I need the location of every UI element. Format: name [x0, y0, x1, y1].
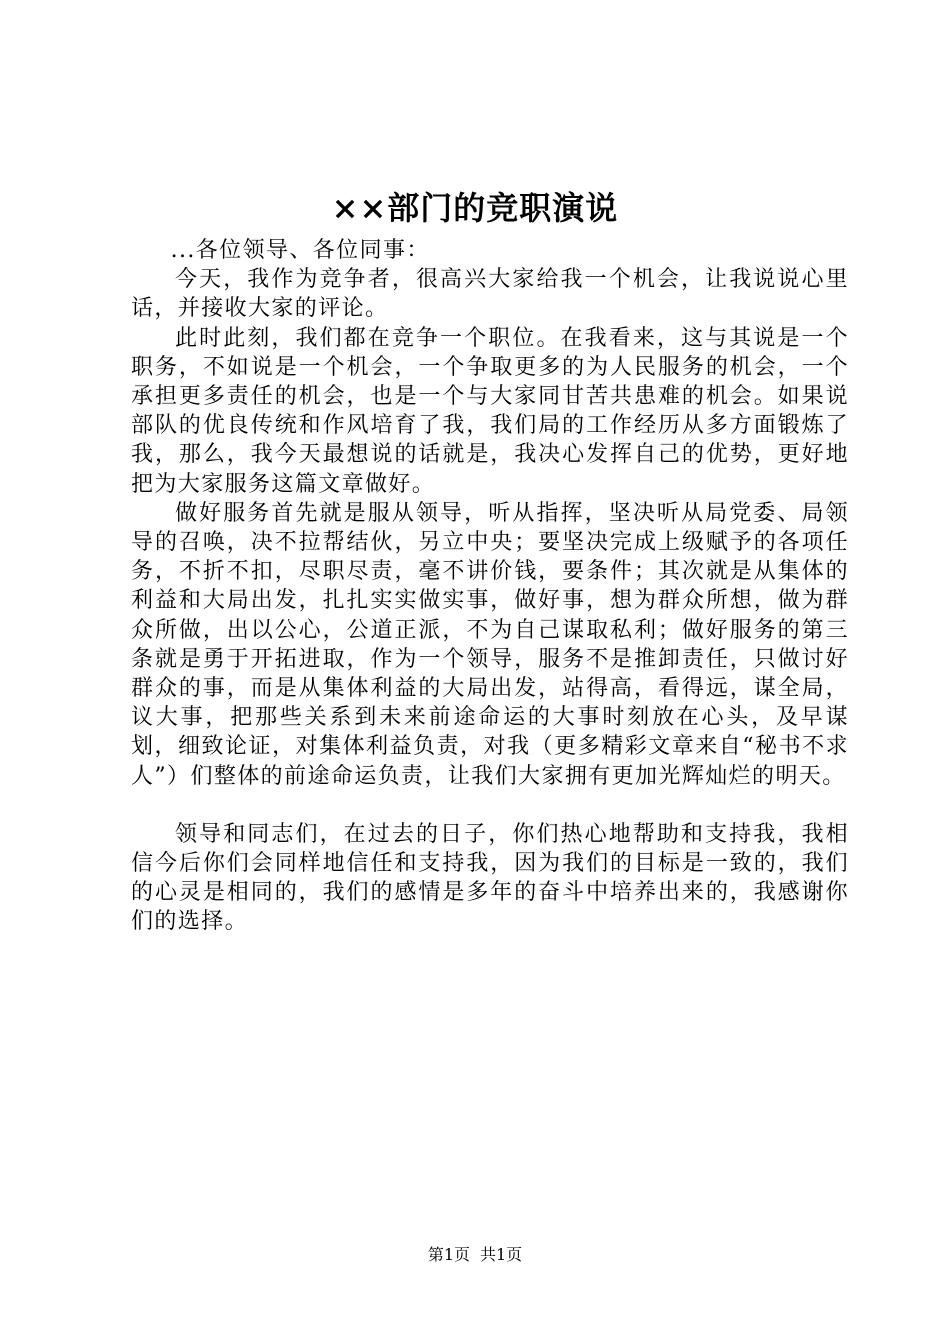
document-title: ××部门的竞职演说 [331, 189, 619, 227]
body-paragraph-4: 领导和同志们，在过去的日子，你们热心地帮助和支持我，我相信今后你们会同样地信任和支持我，因为我们的目标是一致的，我们的心灵是相同的，我们的感情是多年的奋斗中培养出来的，我感谢你们的选择。 [131, 821, 849, 935]
salutation-paragraph: ...各位领导、各位同事： [170, 238, 430, 263]
body-paragraph-2: 此时此刻，我们都在竞争一个职位。在我看来，这与其说是一个职务，不如说是一个机会，一个争取更多的为人民服务的机会，一个承担更多责任的机会，也是一个与大家同甘苦共患难的机会。如果说部队的优良传统和作风培育了我，我们局的工作经历从多方面锻炼了我，那么，我今天最想说的话就是，我决心发挥自己的优势，更好地把为大家服务这篇文章做好。 [131, 325, 849, 497]
page-footer [0, 1243, 950, 1267]
body-paragraph-3: 做好服务首先就是服从领导，听从指挥，坚决听从局党委、局领导的召唤，决不拉帮结伙，另立中央；要坚决完成上级赋予的各项任务，不折不扣，尽职尽责，毫不讲价钱，要条件；其次就是从集体的利益和大局出发，扎扎实实做实事，做好事，想为群众所想，做为群众所做，出以公心，公道正派，不为自己谋取私利；做好服务的第三条就是勇于开拓进取，作为一个领导，服务不是推卸责任，只做讨好群众的事，而是从集体利益的大局出发，站得高，看得远，谋全局，议大事，把那些关系到未来前途命运的大事时刻放在心头，及早谋划，细致论证，对集体利益负责，对我（更多精彩文章来自“秘书不求人”）们整体的前途命运负责，让我们大家拥有更加光辉灿烂的明天。 [131, 500, 849, 789]
page-total: 共1页 [480, 1245, 523, 1264]
document-body [131, 236, 849, 937]
body-paragraph-1: 今天，我作为竞争者，很高兴大家给我一个机会，让我说说心里话，并接收大家的评论。 [131, 267, 849, 322]
page-number: 第1页 [427, 1245, 470, 1264]
